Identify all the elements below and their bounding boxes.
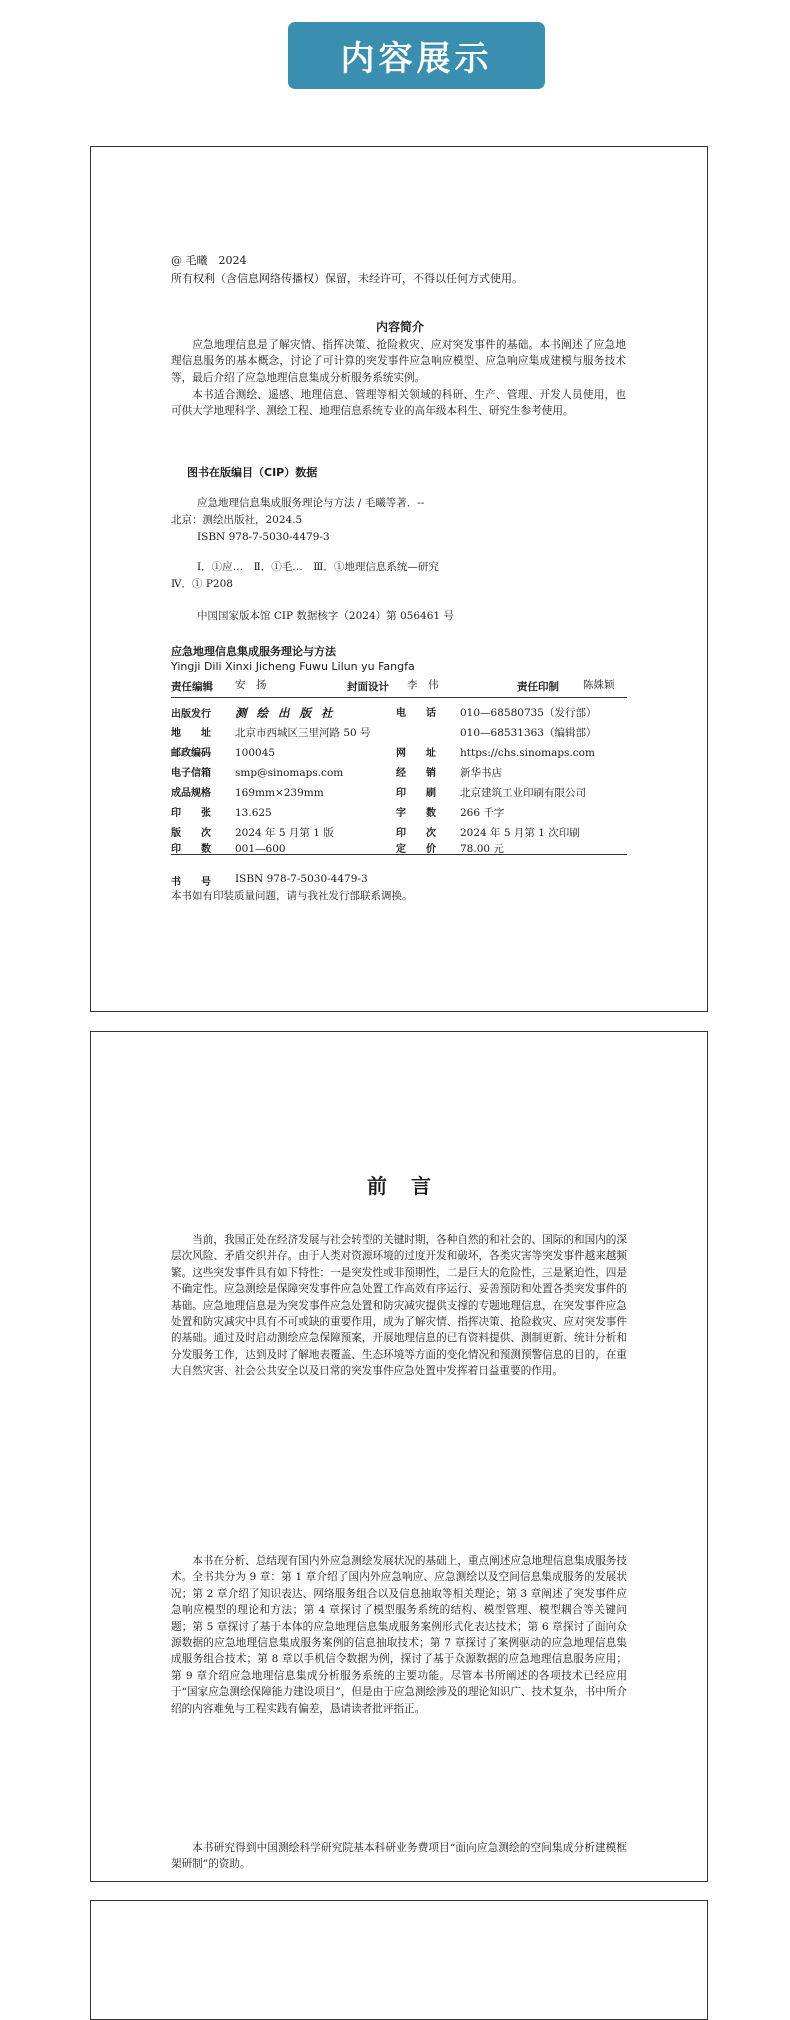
publish-row-left: [171, 706, 336, 722]
cip-line: 北京：测绘出版社，2024.5: [171, 514, 303, 526]
preface-paragraph-1: 当前，我国正处在经济发展与社会转型的关键时期，各种自然的和社会的、国际的和国内的深层次风险、矛盾交织并存。由于人类对资源环境的过度开发和破坏，各类灾害等突发事件越来越频繁。这些突发事件具有如下特性：一是突发性或非预期性，二是巨大的危险性，三是紧迫性，四是不确定性。应急测绘是保障突发事件应急处置工作高效有序运行、妥善预防和处置各类突发事件的基础。应急地理信息是为突发事件应急处置和防灾减灾提供支撑的专题地理信息，在突发事件应急处置和防灾减灾中具有不可或缺的重要作用，成为了解灾情、指挥决策、抢险救灾、应对突发事件的基础。通过及时启动测绘应急保障预案，开展地理信息的已有资料提供、测制更新、统计分析和分发服务工作，达到及时了解地表覆盖、生态环境等方面的变化情况和预测预警信息的目的，在重大自然灾害、社会公共安全以及日常的突发事件应急处置中发挥着日益重要的作用。: [171, 1234, 627, 1378]
publish-row-label: 印 数: [171, 844, 211, 855]
publish-row-label: 定 价: [396, 844, 436, 855]
publish-row-right: [396, 766, 502, 781]
publish-row-right: [396, 746, 595, 761]
cover-designer-name: 李 伟: [407, 679, 439, 691]
quality-notice: 本书如有印装质量问题，请与我社发行部联系调换。: [171, 890, 413, 902]
publish-row-right: [396, 806, 504, 821]
publish-row-label: 地 址: [171, 728, 211, 739]
cip-line: Ⅰ．①应… Ⅱ．①毛… Ⅲ．①地理信息系统—研究: [197, 561, 439, 573]
publisher-name: 测 绘 出 版 社: [235, 706, 336, 720]
isbn-value: ISBN 978-7-5030-4479-3: [235, 873, 368, 885]
publish-row-right: [396, 786, 586, 801]
publish-row-left: [171, 842, 286, 857]
editor-name: 安 扬: [235, 679, 267, 691]
publish-row-label: 印 张: [171, 808, 211, 819]
editor-label: 责任编辑: [171, 681, 213, 693]
publish-row-label: 邮政编码: [171, 748, 211, 759]
publish-row-label: 字 数: [396, 808, 436, 819]
publish-row-right: [396, 706, 597, 721]
publish-row-label: 电 话: [396, 708, 436, 719]
publish-row-label: 经 销: [396, 768, 436, 779]
preface-page: [90, 1031, 708, 1882]
publish-row-right: [396, 826, 580, 841]
publish-row-value: https://chs.sinomaps.com: [460, 747, 595, 759]
publish-row-left: [171, 766, 343, 781]
publish-row-right: [396, 726, 597, 741]
publish-row-value: 010—68580735（发行部）: [460, 707, 597, 719]
cover-design-label: 封面设计: [347, 681, 389, 693]
publish-row-left: [171, 726, 371, 741]
preface-title: 前 言: [367, 1174, 433, 1198]
isbn-label: 书 号: [171, 877, 211, 888]
publish-row-value: 新华书店: [460, 767, 502, 779]
summary-paragraph-2: 本书适合测绘、遥感、地理信息、管理等相关领域的科研、生产、管理、开发人员使用，也可供大学地理科学、测绘工程、地理信息系统专业的高年级本科生、研究生参考使用。: [171, 389, 626, 418]
publish-row-value: 北京市西城区三里河路 50 号: [235, 727, 371, 739]
publish-row-label: 印 次: [396, 828, 436, 839]
divider: [171, 697, 627, 698]
publish-row-value: 001—600: [235, 843, 286, 855]
publish-row-value: 010—68531363（编辑部）: [460, 727, 597, 739]
publish-row-left: [171, 806, 272, 821]
cip-line: Ⅳ．① P208: [171, 578, 233, 590]
publish-row-value: 78.00 元: [460, 843, 504, 855]
section-banner: 内容展示: [288, 22, 545, 89]
publish-row-value: 100045: [235, 747, 276, 759]
publish-row-value: smp@sinomaps.com: [235, 767, 344, 779]
cip-isbn: ISBN 978-7-5030-4479-3: [197, 531, 330, 543]
next-page: [90, 1900, 708, 2020]
publish-row-value: 北京建筑工业印刷有限公司: [460, 787, 586, 799]
publish-row-label: 印 刷: [396, 788, 436, 799]
preface-paragraph-3: 本书研究得到中国测绘科学研究院基本科研业务费项目“面向应急测绘的空间集成分析建模框架研制”的资助。: [171, 1842, 627, 1871]
summary-title: 内容简介: [375, 320, 424, 334]
publish-row-value: 266 千字: [460, 807, 505, 819]
publish-row-label: 版 次: [171, 828, 211, 839]
summary-paragraph-1: 应急地理信息是了解灾情、指挥决策、抢险救灾、应对突发事件的基础。本书阐述了应急地理信息服务的基本概念，讨论了可计算的突发事件应急响应模型、应急响应集成建模与服务技术等，最后介绍了应急地理信息集成分析服务系统实例。: [171, 339, 626, 384]
publish-row-label: 成品规格: [171, 788, 211, 799]
publish-row-value: 2024 年 5 月第 1 版: [235, 827, 334, 839]
publish-row-value: 2024 年 5 月第 1 次印刷: [460, 827, 580, 839]
book-title: 应急地理信息集成服务理论与方法: [171, 645, 336, 658]
publish-row-value: 13.625: [235, 807, 272, 819]
publish-row-label: 网 址: [396, 748, 436, 759]
publish-row-value: 169mm×239mm: [235, 787, 324, 799]
publish-row-label: 电子信箱: [171, 768, 211, 779]
publish-row-left: [171, 746, 275, 761]
cip-line: 应急地理信息集成服务理论与方法 / 毛曦等著．--: [197, 497, 425, 509]
print-manager-name: 陈姝颖: [583, 679, 615, 691]
rights-statement: 所有权利（含信息网络传播权）保留，未经许可，不得以任何方式使用。: [171, 272, 523, 285]
cip-heading: 图书在版编目（CIP）数据: [187, 466, 318, 479]
cip-number: 中国国家版本馆 CIP 数据核字（2024）第 056461 号: [197, 610, 454, 622]
copyright-line: @ 毛曦 2024: [171, 254, 247, 267]
print-manager-label: 责任印制: [517, 681, 559, 693]
copyright-page: [90, 146, 708, 1012]
publish-row-right: [396, 842, 504, 857]
preface-paragraph-2: 本书在分析、总结现有国内外应急测绘发展状况的基础上，重点阐述应急地理信息集成服务技术。全书共分为 9 章：第 1 章介绍了国内外应急响应、应急测绘以及空间信息集成服务的发展状况；第 2 章介绍了知识表达、网络服务组合以及信息抽取等相关理论；第 3 章阐述了突发事件应急响应模型的理论和方法；第 4 章探讨了模型服务系统的结构、模型管理、模型耦合等关键问题；第 5 章探讨了基于本体的应急地理信息集成服务案例形式化表达技术；第 6 章探讨了面向众源数据的应急地理信息集成服务案例的信息抽取技术；第 7 章探讨了案例驱动的应急地理信息集成服务组合技术；第 8 章以手机信令数据为例，探讨了基于众源数据的应急地理信息服务应用；第 9 章介绍应急地理信息集成分析服务系统的主要功能。尽管本书所阐述的各项技术已经应用于“国家应急测绘保障能力建设项目”，但是由于应急测绘涉及的理论知识广、技术复杂，书中所介绍的内容难免与工程实践有偏差，恳请读者批评指正。: [171, 1555, 627, 1715]
book-pinyin: Yingji Dili Xinxi Jicheng Fuwu Lilun yu Fangfa: [171, 660, 415, 673]
publish-row-left: [171, 826, 334, 841]
publish-row-left: [171, 786, 324, 801]
publish-row-label: 出版发行: [171, 709, 211, 720]
